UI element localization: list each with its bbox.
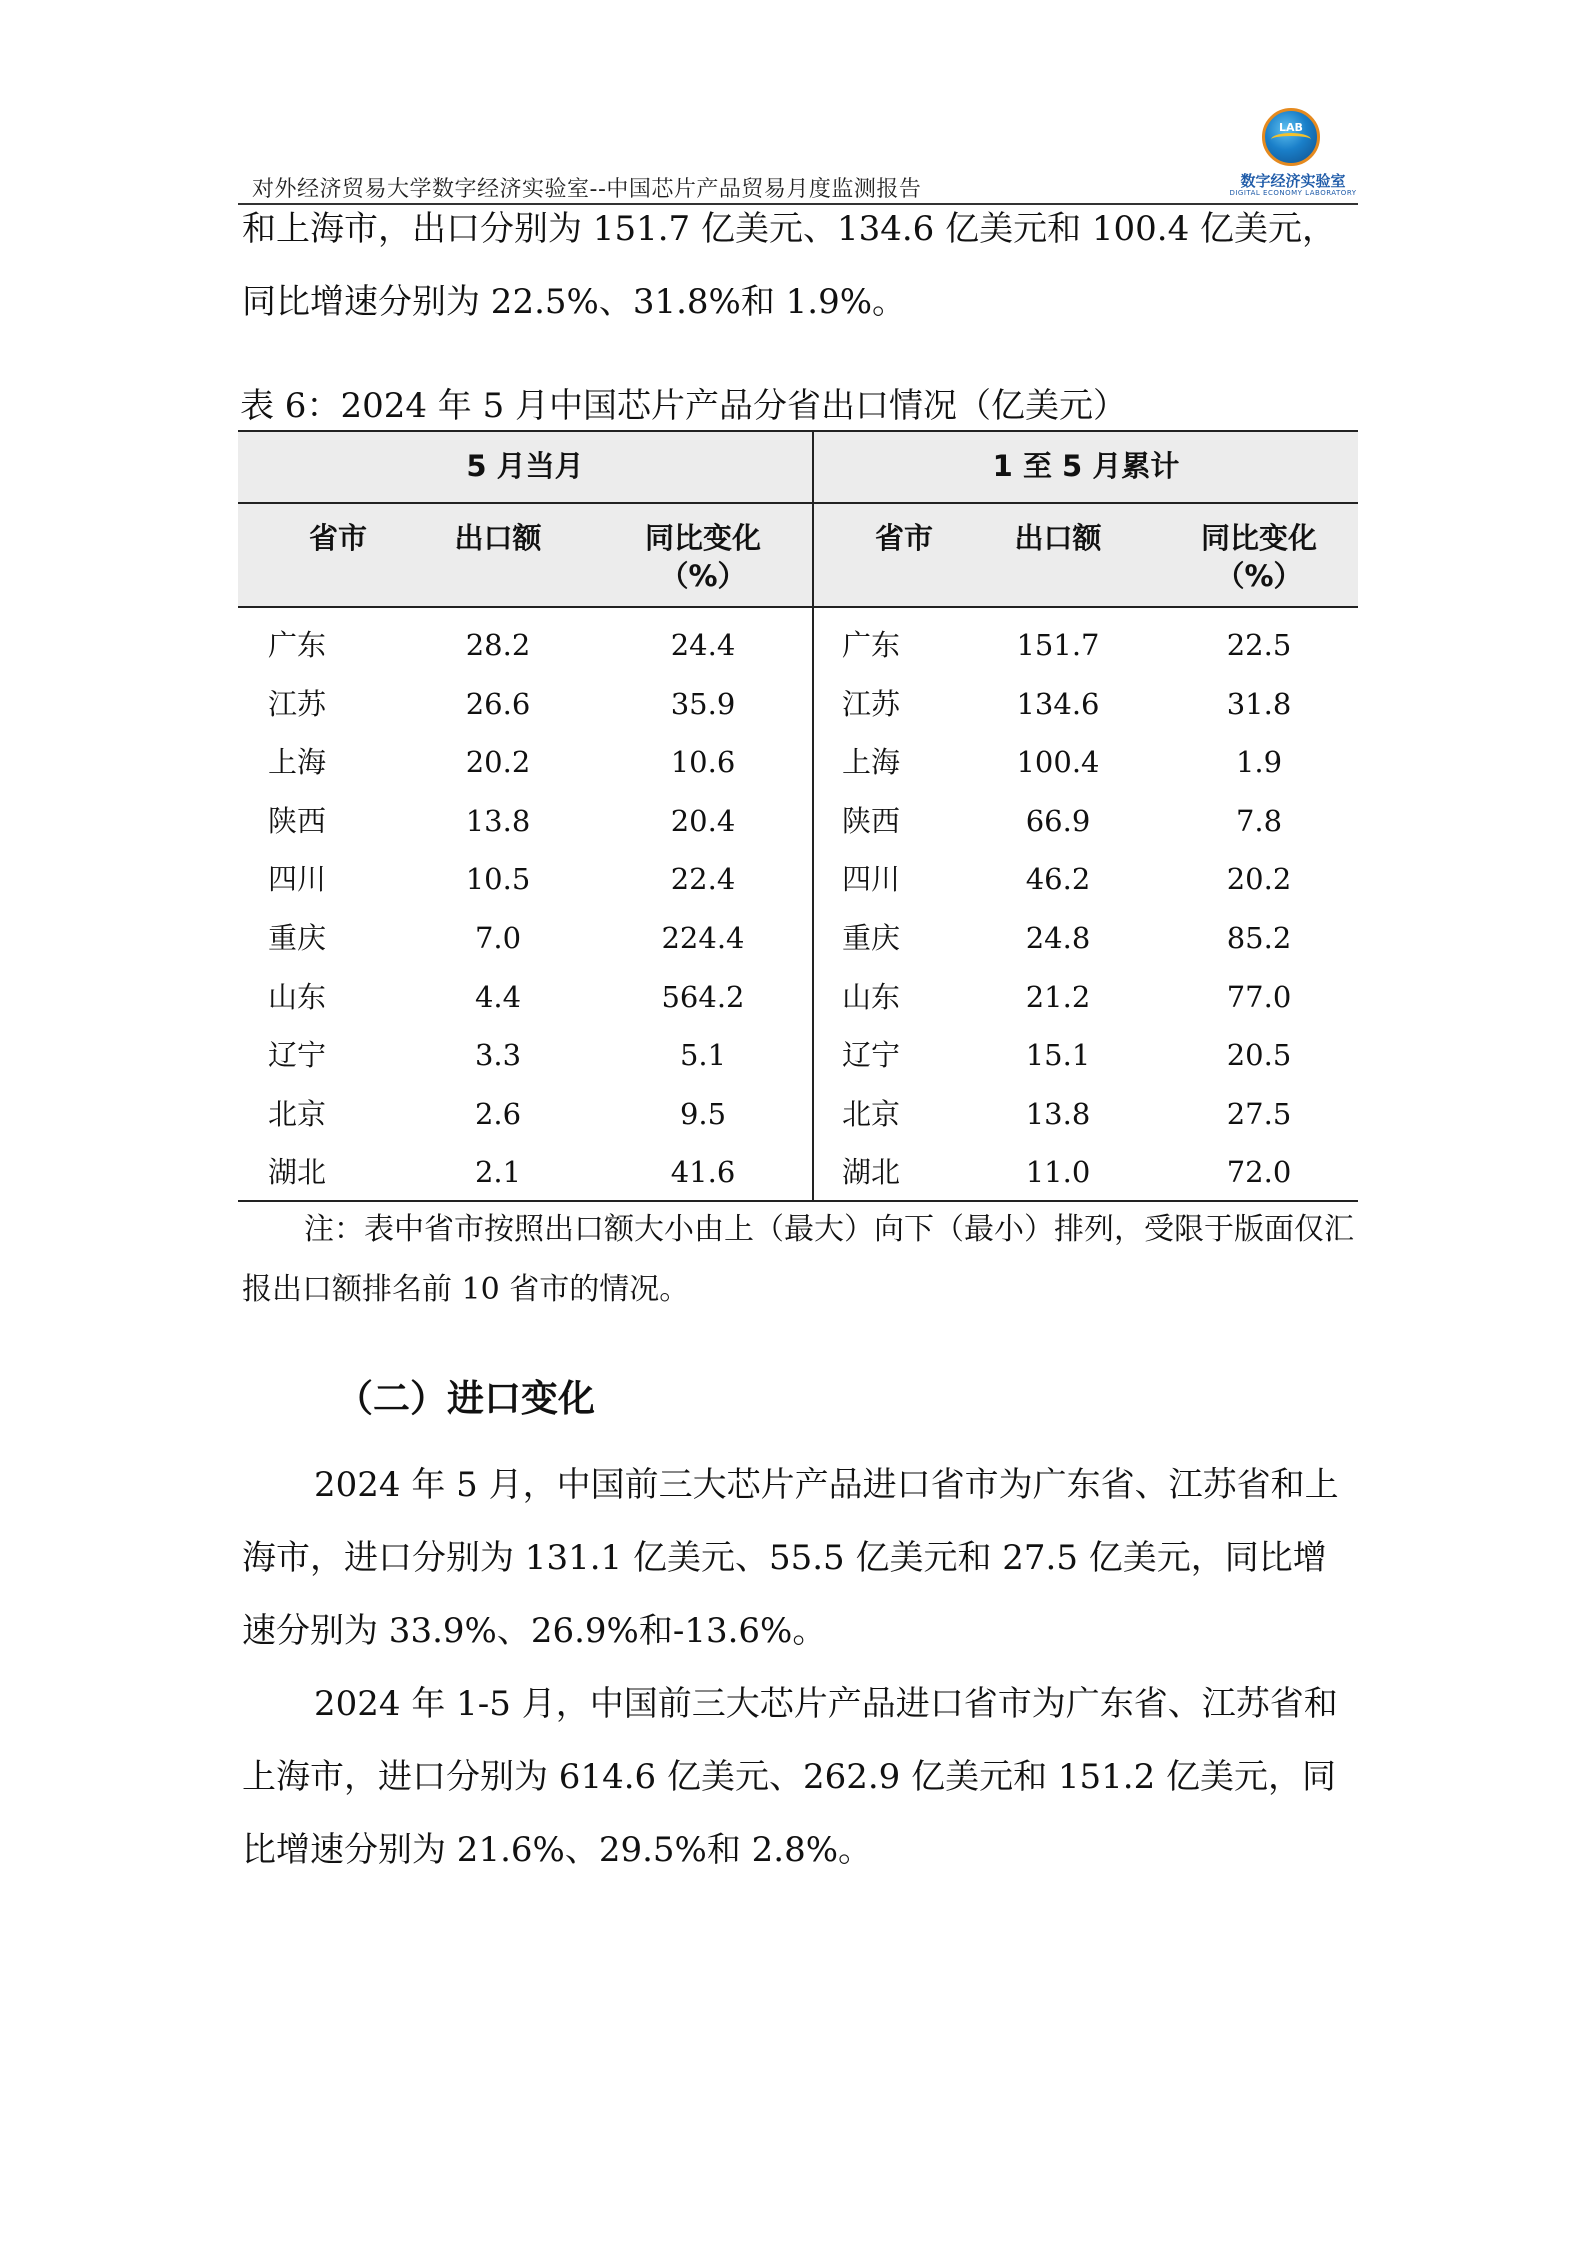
cell-export-month: 2.6: [474, 1096, 522, 1131]
cell-province-month: 湖北: [268, 1155, 327, 1190]
cell-change-cum: 77.0: [1226, 979, 1292, 1014]
table-caption: 表 6：2024 年 5 月中国芯片产品分省出口情况（亿美元）: [240, 386, 1128, 426]
cell-change-month: 24.4: [670, 628, 736, 662]
col-header-change-month: 同比变化: [644, 521, 761, 555]
cell-province-cum: 辽宁: [842, 1038, 901, 1073]
cell-change-cum: 72.0: [1226, 1155, 1292, 1190]
export-summary-paragraph: 和上海市，出口分别为 151.7 亿美元、134.6 亿美元和 100.4 亿美元，同比增速分别为 22.5%、31.8%和 1.9%。: [242, 209, 1337, 322]
col-header-province-month: 省市: [308, 521, 367, 555]
cell-change-cum: 20.5: [1226, 1038, 1292, 1073]
cell-change-cum: 1.9: [1235, 745, 1283, 780]
table-header-rule: [238, 606, 1162, 608]
import-month-paragraph: 2024 年 5 月，中国前三大芯片产品进口省市为广东省、江苏省和上海市，进口分别为 131.1 亿美元、55.5 亿美元和 27.5 亿美元，同比增速分别为 33.9%、26.9%和-13.6%。: [242, 1465, 1339, 1651]
cell-province-cum: 上海: [842, 745, 901, 780]
cell-province-cum: 陕西: [842, 803, 901, 838]
export-table: [238, 430, 1358, 1202]
cell-change-cum: 7.8: [1235, 803, 1283, 838]
cell-export-month: 28.2: [465, 628, 531, 662]
cell-change-cum: 85.2: [1226, 921, 1292, 955]
cell-change-month: 20.4: [670, 803, 736, 838]
cell-province-month: 辽宁: [268, 1038, 327, 1073]
cell-province-month: 江苏: [268, 686, 327, 721]
cell-change-month: 564.2: [661, 979, 745, 1014]
cell-export-cum: 21.2: [1025, 979, 1091, 1014]
logo-title: 数字经济实验室: [1240, 172, 1346, 190]
col-header-province-cum: 省市: [874, 521, 933, 555]
cell-export-month: 26.6: [465, 686, 531, 721]
lab-logo: [1228, 108, 1358, 200]
cell-change-month: 5.1: [679, 1038, 727, 1073]
cell-province-cum: 广东: [842, 628, 901, 662]
table-divider: [812, 430, 814, 1202]
col-header-change-unit-month: （%）: [659, 559, 747, 593]
cell-change-cum: 22.5: [1226, 628, 1292, 662]
col-header-export-cum: 出口额: [1014, 521, 1102, 555]
col-header-change-unit-cum: （%）: [1215, 559, 1303, 593]
col-header-export-month: 出口额: [454, 521, 542, 555]
cell-change-month: 9.5: [679, 1096, 727, 1131]
cell-province-cum: 江苏: [842, 686, 901, 721]
group-header-cumulative: 1 至 5 月累计: [992, 449, 1180, 483]
report-header-title: 对外经济贸易大学数字经济实验室--中国芯片产品贸易月度监测报告: [252, 177, 922, 202]
cell-change-month: 10.6: [670, 745, 736, 780]
cell-province-cum: 湖北: [842, 1155, 901, 1190]
globe-icon: [1262, 108, 1320, 166]
cell-export-cum: 66.9: [1025, 803, 1091, 838]
cell-province-month: 上海: [268, 745, 327, 780]
table-note: 注：表中省市按照出口额大小由上（最大）向下（最小）排列，受限于版面仅汇报出口额排名前 10 省市的情况。: [242, 1212, 1354, 1307]
cell-change-month: 22.4: [670, 862, 736, 897]
cell-export-cum: 100.4: [1016, 745, 1100, 780]
cell-change-cum: 31.8: [1226, 686, 1292, 721]
cell-export-cum: 134.6: [1016, 686, 1100, 721]
cell-province-month: 陕西: [268, 803, 327, 838]
cell-export-month: 3.3: [474, 1038, 522, 1073]
cell-export-month: 4.4: [474, 979, 522, 1014]
cell-province-cum: 山东: [842, 979, 901, 1014]
cell-province-cum: 重庆: [842, 921, 901, 955]
cell-change-month: 41.6: [670, 1155, 736, 1190]
cell-export-month: 10.5: [465, 862, 531, 897]
cell-export-cum: 15.1: [1025, 1038, 1091, 1073]
cell-export-month: 2.1: [474, 1155, 522, 1190]
cell-export-cum: 46.2: [1025, 862, 1091, 897]
table-group-rule: [238, 502, 1358, 504]
cell-export-cum: 151.7: [1016, 628, 1100, 662]
cell-province-month: 四川: [268, 862, 327, 897]
cell-change-month: 35.9: [670, 686, 736, 721]
cell-province-month: 北京: [268, 1096, 327, 1131]
cell-export-cum: 11.0: [1025, 1155, 1091, 1190]
cell-export-cum: 13.8: [1025, 1096, 1091, 1131]
logo-subtitle: DIGITAL ECONOMY LABORATORY: [1229, 189, 1357, 197]
cell-change-month: 224.4: [661, 921, 745, 955]
cell-change-cum: 27.5: [1226, 1096, 1292, 1131]
cell-export-month: 7.0: [474, 921, 522, 955]
cell-province-month: 重庆: [268, 921, 327, 955]
col-header-change-cum: 同比变化: [1200, 521, 1317, 555]
cell-change-cum: 20.2: [1226, 862, 1292, 897]
table-top-rule: [238, 430, 1358, 432]
cell-export-month: 20.2: [465, 745, 531, 780]
cell-export-cum: 24.8: [1025, 921, 1091, 955]
import-cumulative-paragraph: 2024 年 1-5 月，中国前三大芯片产品进口省市为广东省、江苏省和上海市，进口分别为 614.6 亿美元、262.9 亿美元和 151.2 亿美元，同比增速分别为 21.6%、29.5%和 2.8%。: [242, 1684, 1338, 1870]
cell-province-cum: 北京: [842, 1096, 901, 1131]
section-heading: （二）进口变化: [336, 1377, 595, 1420]
cell-province-cum: 四川: [842, 862, 901, 897]
cell-province-month: 广东: [268, 628, 327, 662]
group-header-month: 5 月当月: [466, 449, 584, 483]
cell-export-month: 13.8: [465, 803, 531, 838]
logo-mark: LAB: [1279, 121, 1303, 134]
cell-province-month: 山东: [268, 979, 327, 1014]
